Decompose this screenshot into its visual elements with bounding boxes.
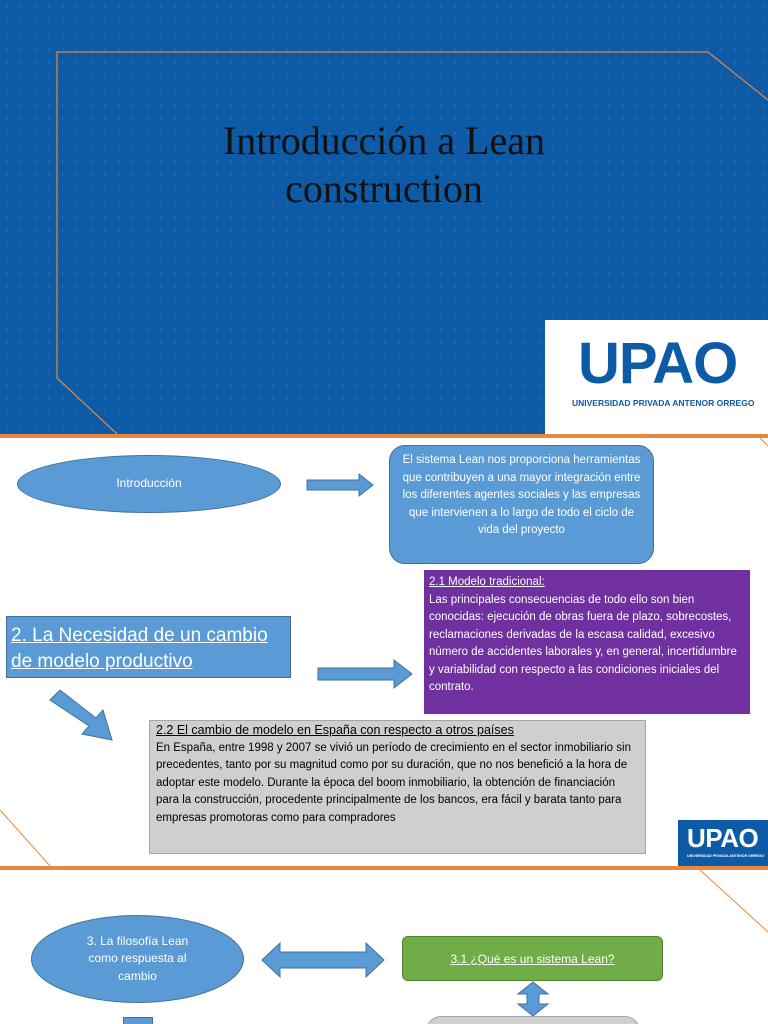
lean-definition-text: El sistema Lean nos proporciona herramientas que contribuyen a una mayor integración entre los diferentes agentes sociales y las empresas que intervienen a lo largo de todo el ciclo de vida del proyecto: [402, 454, 641, 536]
modelo-tradicional-body: Las principales consecuencias de todo ello son bien conocidas: ejecución de obras fuera de plazo, sobrecostes, reclamaciones derivadas de la escasa calidad, excesivo número de accidentes laborales y, en general, incertidumbre y variabilidad con respecto a las condiciones iniciales del contrato.: [429, 593, 737, 693]
upao-logo-small-word: UPAO: [687, 823, 759, 853]
intro-label: Introducción: [116, 476, 182, 491]
diagonal-arrow-icon: [46, 688, 116, 744]
necesidad-cambio-title: 2. La Necesidad de un cambio de modelo productivo: [11, 625, 268, 672]
intro-ellipse: [17, 455, 281, 513]
modelo-tradicional-heading: 2.1 Modelo tradicional:: [429, 576, 545, 588]
cambio-modelo-body: En España, entre 1998 y 2007 se vivió un período de crecimiento en el sector inmobiliario sin precedentes, tanto por su magnitud como por su duración, que no nos benefició a la hora de adoptar este modelo. Durante la época del boom inmobiliario, la obtención de financiación para la construcción, procedente principalmente de los bancos, era fácil y barata tanto para empresas promotoras como para compradores: [156, 741, 631, 824]
down-arrow-icon: [123, 1017, 153, 1024]
title-slide: [0, 0, 768, 434]
title-line-2: construction: [285, 166, 483, 211]
cambio-modelo-heading: 2.2 El cambio de modelo en España con respecto a otros países: [156, 723, 514, 737]
double-arrow-icon: [262, 943, 384, 977]
filosofia-lean-label: 3. La filosofía Lean como respuesta al cambio: [86, 933, 189, 983]
title-line-1: Introducción a Lean: [222, 118, 546, 163]
concept-map-slide: [0, 438, 768, 866]
right-arrow-icon: [307, 474, 373, 496]
necesidad-cambio-box: [6, 616, 291, 678]
presentation-title: [120, 117, 648, 213]
sistema-lean-box: [402, 936, 663, 981]
right-arrow-icon: [318, 660, 412, 688]
filosofia-lean-ellipse: [31, 915, 244, 1003]
upao-logo-subtitle: UNIVERSIDAD PRIVADA ANTENOR ORREGO: [572, 398, 755, 408]
lean-definition-box: [389, 445, 654, 564]
upao-logo-word: UPAO: [578, 331, 738, 396]
modelo-tradicional-box: [424, 570, 750, 714]
next-concept-box: [426, 1016, 640, 1024]
upao-logo-small: [678, 820, 768, 866]
lean-philosophy-slide: [0, 870, 768, 1024]
upao-logo: [545, 320, 768, 434]
vertical-double-arrow-icon: [518, 982, 548, 1016]
upao-logo-small-subtitle: UNIVERSIDAD PRIVADA ANTENOR ORREGO: [687, 854, 765, 858]
sistema-lean-label: 3.1 ¿Qué es un sistema Lean?: [450, 951, 615, 966]
cambio-modelo-espana-box: [149, 720, 646, 854]
